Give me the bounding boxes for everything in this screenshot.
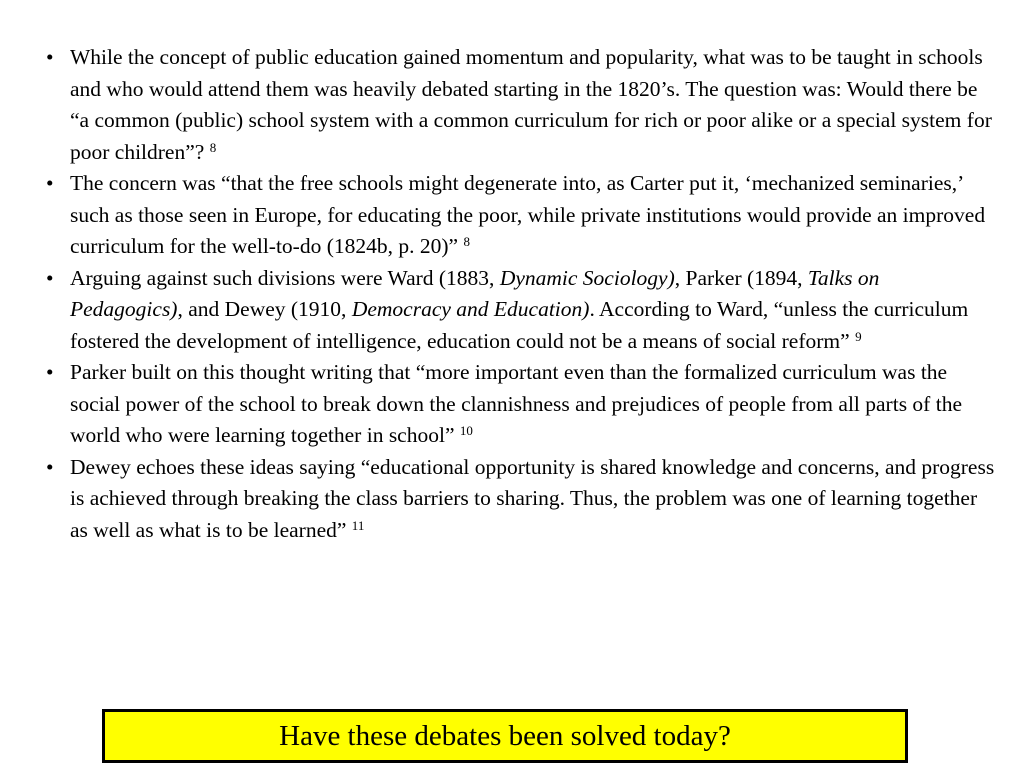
bullet-text: , and Dewey (1910, xyxy=(177,297,352,321)
bullet-text: Arguing against such divisions were Ward (1883, xyxy=(70,265,500,290)
bullet-item xyxy=(46,168,996,263)
bullet-item xyxy=(46,357,996,452)
bullet-text: , Parker (1894, xyxy=(674,265,808,290)
bullet-point-icon: • xyxy=(46,45,54,69)
bullet-item xyxy=(46,42,996,168)
bullet-point-icon: • xyxy=(46,265,54,290)
bullet-point-icon: • xyxy=(46,171,54,195)
footnote-ref: 11 xyxy=(351,517,365,533)
bullet-point-icon: • xyxy=(46,454,54,479)
question-text: Have these debates been solved today? xyxy=(279,719,731,752)
bullet-item xyxy=(46,263,996,358)
book-title: Democracy and Education) xyxy=(351,297,590,321)
bullet-text: While the concept of public education gained momentum and popularity, what was to be taught in schools and who would attend them was heavily debated starting in the 1820’s. The question was: Would there be “a common (public) school system with a common curriculum for rich or poor alike or a special system for poor children”? xyxy=(70,45,992,164)
bullet-text: . According to Ward, “unless the curriculum fostered the development of intelligence, education could not be a means of social reform” xyxy=(70,297,969,353)
question-box xyxy=(102,709,908,763)
bullet-text: Dewey echoes these ideas saying “educational opportunity is shared knowledge and concerns, and progress is achieved through breaking the class barriers to sharing. Thus, the problem was one of learning together as well as what is to be learned” xyxy=(70,454,995,542)
footnote-ref: 10 xyxy=(459,423,473,438)
footnote-ref: 8 xyxy=(463,234,470,249)
bullet-item xyxy=(46,452,996,547)
bullet-text: The concern was “that the free schools might degenerate into, as Carter put it, ‘mechanized seminaries,’ such as those seen in Europe, for educating the poor, while private institutions would provide an improved curriculum for the well-to-do (1824b, p. 20)” xyxy=(70,171,986,258)
bullet-list xyxy=(46,42,996,546)
book-title: Talks on Pedagogics) xyxy=(70,265,880,321)
book-title: Dynamic Sociology) xyxy=(499,265,675,290)
bullet-point-icon: • xyxy=(46,360,54,384)
footnote-ref: 8 xyxy=(209,139,217,155)
bullet-text: Parker built on this thought writing that “more important even than the formalized curriculum was the social power of the school to break down the clannishness and prejudices of people from all parts of the world who were learning together in school” xyxy=(70,360,962,447)
footnote-ref: 9 xyxy=(855,328,862,344)
